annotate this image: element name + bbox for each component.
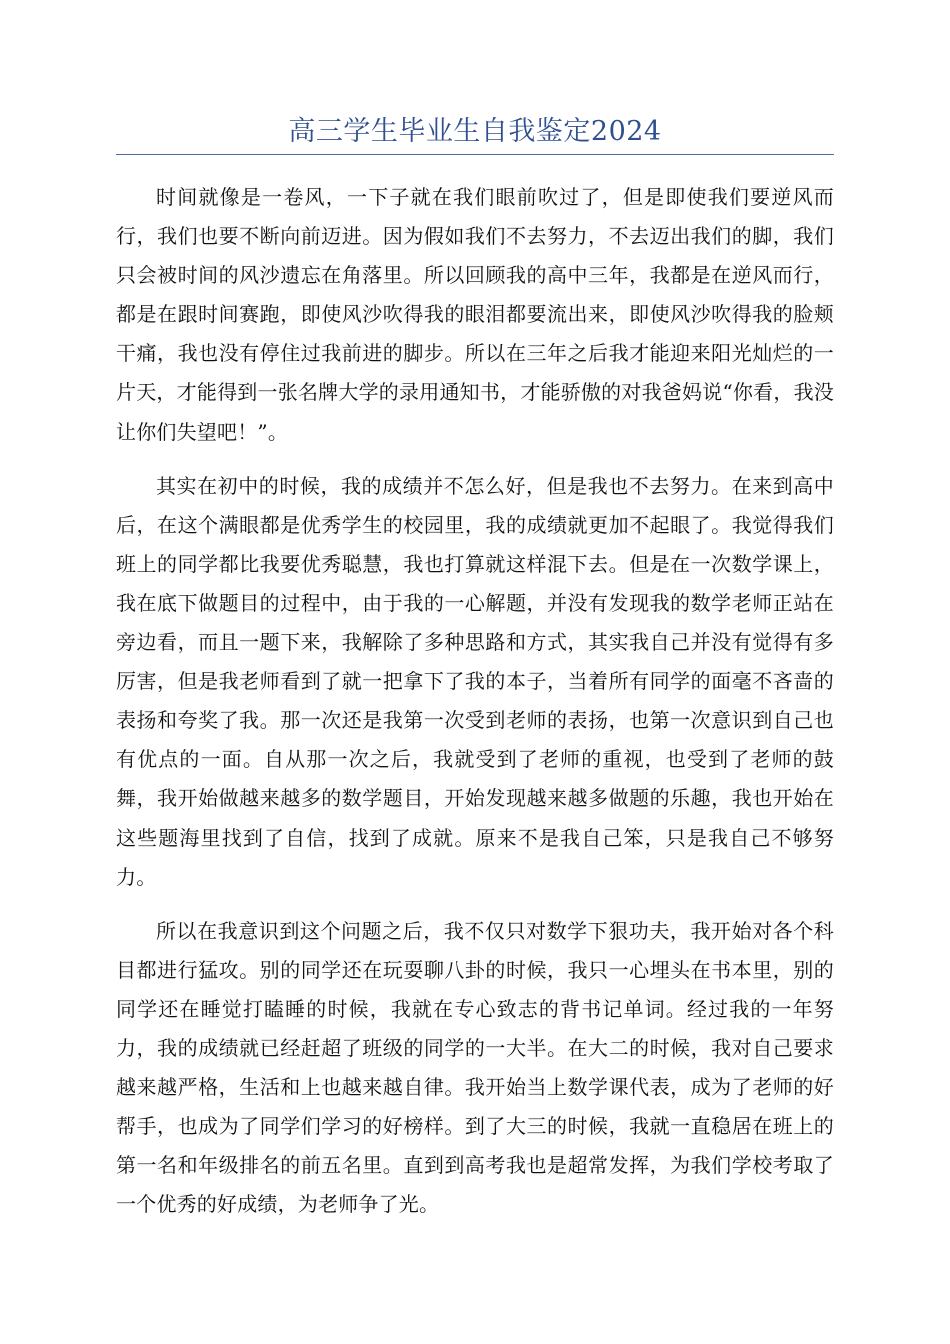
document-title: 高三学生毕业生自我鉴定2024: [288, 116, 662, 147]
paragraph-1: 时间就像是一卷风，一下子就在我们眼前吹过了，但是即使我们要逆风而行，我们也要不断向前迈进。因为假如我们不去努力，不去迈出我们的脚，我们只会被时间的风沙遗忘在角落里。所以回顾我的高中三年，我都是在逆风而行，都是在跟时间赛跑，即使风沙吹得我的眼泪都要流出来，即使风沙吹得我的脸颊干痛，我也没有停住过我前进的脚步。所以在三年之后我才能迎来阳光灿烂的一片天，才能得到一张名牌大学的录用通知书，才能骄傲的对我爸妈说“你看，我没让你们失望吧！”。: [116, 185, 834, 444]
paragraph-3: 所以在我意识到这个问题之后，我不仅只对数学下狠功夫，我开始对各个科目都进行猛攻。别的同学还在玩耍聊八卦的时候，我只一心埋头在书本里，别的同学还在睡觉打瞌睡的时候，我就在专心致志的背书记单词。经过我的一年努力，我的成绩就已经赶超了班级的同学的一大半。在大二的时候，我对自己要求越来越严格，生活和上也越来越自律。我开始当上数学课代表，成为了老师的好帮手，也成为了同学们学习的好榜样。到了大三的时候，我就一直稳居在班上的第一名和年级排名的前五名里。直到到高考我也是超常发挥，为我们学校考取了一个优秀的好成绩，为老师争了光。: [116, 918, 834, 1217]
document-body: [116, 178, 834, 1239]
paragraph-2: 其实在初中的时候，我的成绩并不怎么好，但是我也不去努力。在来到高中后，在这个满眼都是优秀学生的校园里，我的成绩就更加不起眼了。我觉得我们班上的同学都比我要优秀聪慧，我也打算就这样混下去。但是在一次数学课上，我在底下做题目的过程中，由于我的一心解题，并没有发现我的数学老师正站在旁边看，而且一题下来，我解除了多种思路和方式，其实我自己并没有觉得有多厉害，但是我老师看到了就一把拿下了我的本子，当着所有同学的面毫不吝啬的表扬和夸奖了我。那一次还是我第一次受到老师的表扬，也第一次意识到自己也有优点的一面。自从那一次之后，我就受到了老师的重视，也受到了老师的鼓舞，我开始做越来越多的数学题目，开始发现越来越多做题的乐趣，我也开始在这些题海里找到了自信，找到了成就。原来不是我自己笨，只是我自己不够努力。: [116, 473, 834, 889]
title-underline: [116, 154, 834, 155]
